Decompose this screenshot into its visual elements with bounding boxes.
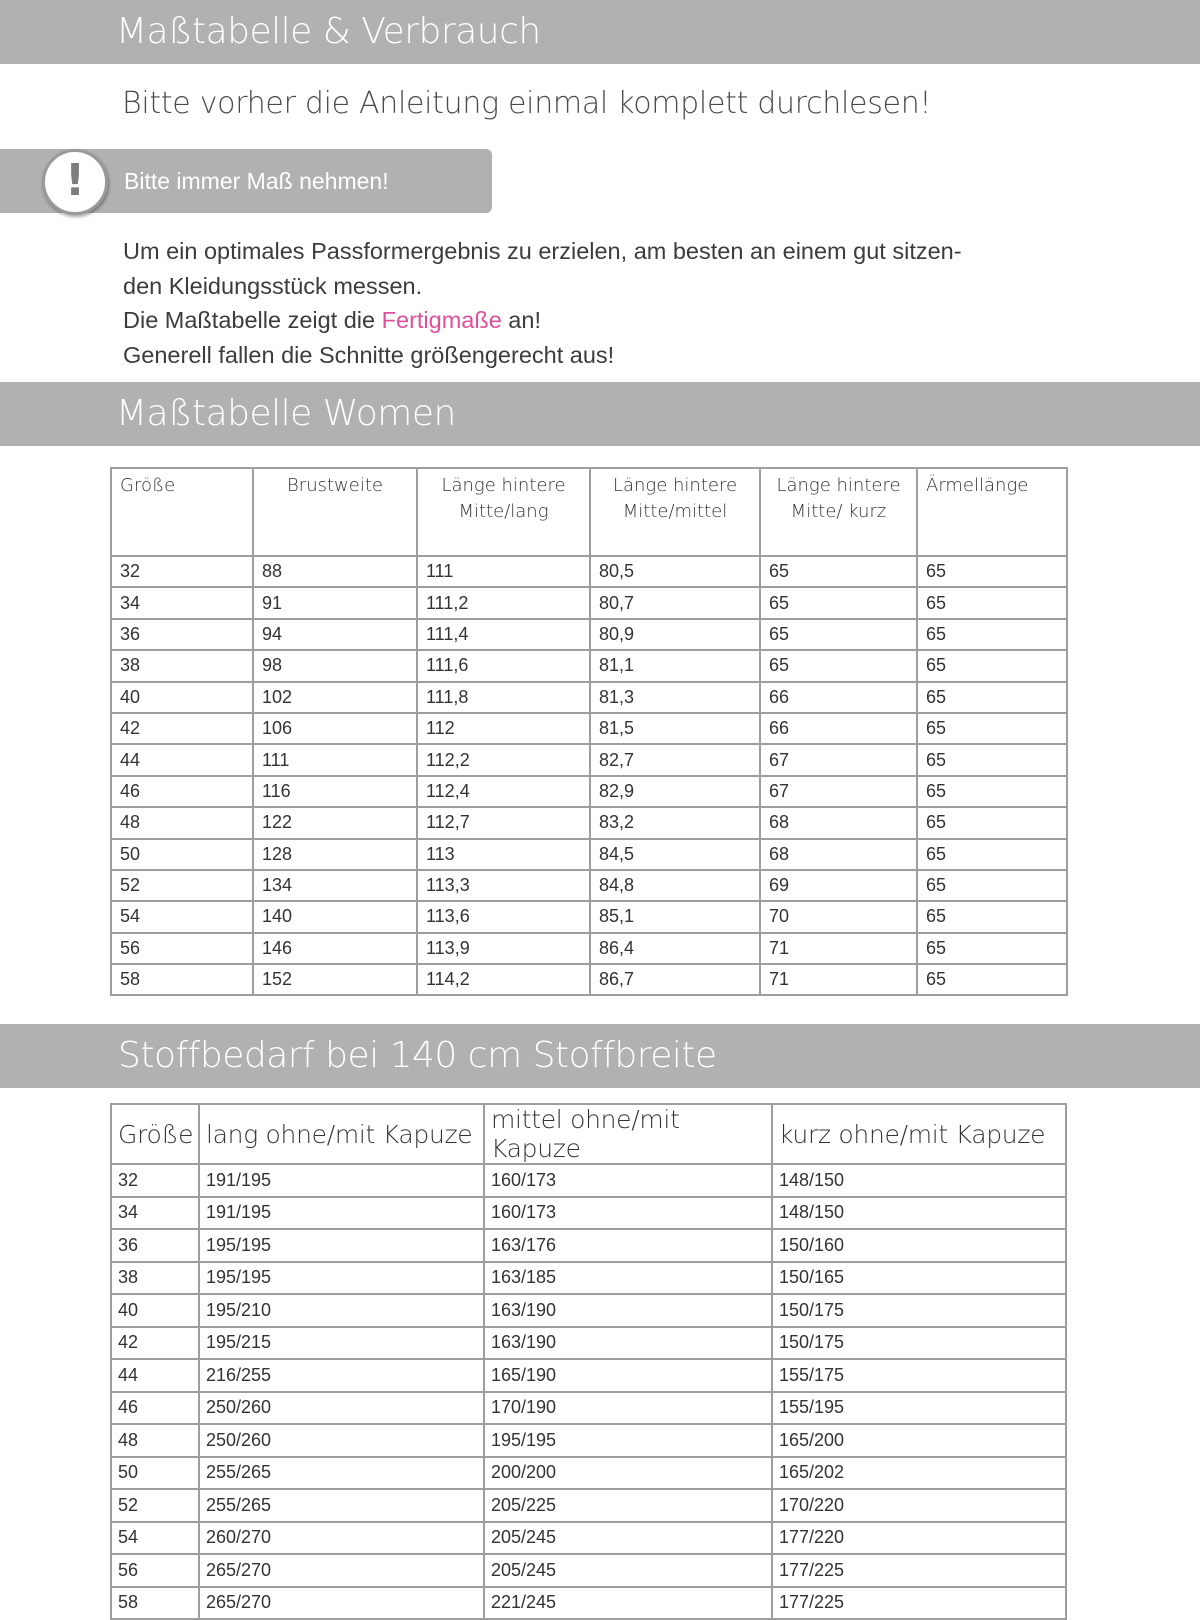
column-header: Brustweite (253, 468, 417, 556)
table-row (111, 1164, 1066, 1197)
table-cell: 111,6 (417, 650, 590, 681)
table-cell: 163/190 (484, 1327, 772, 1360)
table-cell: 265/270 (199, 1587, 484, 1620)
column-header: Größe (111, 468, 253, 556)
table-row (111, 744, 1067, 775)
table-cell: 86,4 (590, 933, 760, 964)
table-cell: 122 (253, 807, 417, 838)
table-cell: 65 (917, 776, 1067, 807)
table-cell: 84,5 (590, 839, 760, 870)
section-banner-fabric (0, 1024, 1200, 1088)
table-cell: 48 (111, 1424, 199, 1457)
table-cell: 160/173 (484, 1164, 772, 1197)
table-cell: 113,6 (417, 901, 590, 932)
table-cell: 32 (111, 556, 253, 587)
table-cell: 65 (760, 619, 917, 650)
table-row (111, 933, 1067, 964)
table-row (111, 1229, 1066, 1262)
column-header: Länge hintere Mitte/mittel (590, 468, 760, 556)
table-row (111, 556, 1067, 587)
table-cell: 114,2 (417, 964, 590, 995)
table-row (111, 1424, 1066, 1457)
section-title: Stoffbedarf bei 140 cm Stoffbreite (118, 1035, 717, 1076)
table-row (111, 807, 1067, 838)
table-cell: 52 (111, 870, 253, 901)
paragraph-text: an! (501, 307, 541, 333)
table-cell: 65 (917, 964, 1067, 995)
table-cell: 44 (111, 744, 253, 775)
table-cell: 150/165 (772, 1262, 1066, 1295)
table-cell: 46 (111, 1392, 199, 1425)
table-row (111, 1262, 1066, 1295)
table-row (111, 619, 1067, 650)
table-cell: 177/225 (772, 1587, 1066, 1620)
table-row (111, 1392, 1066, 1425)
section-banner-measure-consumption (0, 0, 1200, 64)
intro-text: Bitte vorher die Anleitung einmal komplett durchlesen! (122, 86, 932, 121)
table-row (111, 776, 1067, 807)
table-cell: 128 (253, 839, 417, 870)
table-cell: 250/260 (199, 1424, 484, 1457)
table-cell: 67 (760, 744, 917, 775)
table-cell: 86,7 (590, 964, 760, 995)
table-cell: 65 (760, 587, 917, 618)
table-cell: 48 (111, 807, 253, 838)
table-cell: 134 (253, 870, 417, 901)
table-cell: 66 (760, 682, 917, 713)
table-cell: 250/260 (199, 1392, 484, 1425)
table-cell: 148/150 (772, 1197, 1066, 1230)
table-cell: 80,5 (590, 556, 760, 587)
table-cell: 150/160 (772, 1229, 1066, 1262)
table-cell: 112,2 (417, 744, 590, 775)
table-cell: 177/225 (772, 1554, 1066, 1587)
table-cell: 46 (111, 776, 253, 807)
table-cell: 65 (917, 650, 1067, 681)
table-body (111, 1164, 1066, 1619)
table-cell: 205/225 (484, 1489, 772, 1522)
table-row (111, 713, 1067, 744)
table-cell: 170/220 (772, 1489, 1066, 1522)
table-cell: 65 (917, 619, 1067, 650)
table-cell: 260/270 (199, 1522, 484, 1555)
table-cell: 195/210 (199, 1294, 484, 1327)
table-cell: 65 (917, 839, 1067, 870)
table-cell: 58 (111, 964, 253, 995)
table-cell: 155/175 (772, 1359, 1066, 1392)
table-cell: 54 (111, 1522, 199, 1555)
table-cell: 146 (253, 933, 417, 964)
table-cell: 81,1 (590, 650, 760, 681)
table-row (111, 901, 1067, 932)
table-header-row (111, 468, 1067, 556)
paragraph-line (123, 303, 1043, 338)
table-cell: 216/255 (199, 1359, 484, 1392)
table-cell: 67 (760, 776, 917, 807)
column-header: Länge hintere Mitte/ kurz (760, 468, 917, 556)
table-cell: 65 (917, 901, 1067, 932)
column-header: mittel ohne/mit Kapuze (484, 1104, 772, 1164)
highlight-text: Fertigmaße (381, 307, 502, 333)
table-cell: 150/175 (772, 1327, 1066, 1360)
table-cell: 65 (760, 650, 917, 681)
table-cell: 38 (111, 1262, 199, 1295)
table-cell: 91 (253, 587, 417, 618)
table-cell: 36 (111, 1229, 199, 1262)
column-header: Ärmellänge (917, 468, 1067, 556)
table-cell: 84,8 (590, 870, 760, 901)
table-cell: 65 (917, 682, 1067, 713)
table-cell: 106 (253, 713, 417, 744)
table-cell: 148/150 (772, 1164, 1066, 1197)
table-cell: 112 (417, 713, 590, 744)
table-cell: 70 (760, 901, 917, 932)
table-cell: 65 (917, 807, 1067, 838)
table-cell: 111 (417, 556, 590, 587)
table-cell: 88 (253, 556, 417, 587)
table-cell: 163/176 (484, 1229, 772, 1262)
table-header-row (111, 1104, 1066, 1164)
table-cell: 113,9 (417, 933, 590, 964)
column-header: kurz ohne/mit Kapuze (772, 1104, 1066, 1164)
table-cell: 140 (253, 901, 417, 932)
table-cell: 83,2 (590, 807, 760, 838)
paragraph-line: den Kleidungsstück messen. (123, 272, 423, 299)
table-cell: 50 (111, 839, 253, 870)
table-cell: 111,2 (417, 587, 590, 618)
table-cell: 54 (111, 901, 253, 932)
table-cell: 38 (111, 650, 253, 681)
table-cell: 195/195 (484, 1424, 772, 1457)
table-cell: 255/265 (199, 1489, 484, 1522)
table-cell: 111,8 (417, 682, 590, 713)
table-cell: 205/245 (484, 1522, 772, 1555)
table-cell: 81,5 (590, 713, 760, 744)
table-cell: 50 (111, 1457, 199, 1490)
section-title: Maßtabelle Women (116, 393, 456, 434)
table-cell: 163/185 (484, 1262, 772, 1295)
table-row (111, 682, 1067, 713)
table-cell: 65 (760, 556, 917, 587)
fabric-requirement-table (110, 1103, 1067, 1620)
table-cell: 69 (760, 870, 917, 901)
table-cell: 113,3 (417, 870, 590, 901)
table-cell: 177/220 (772, 1522, 1066, 1555)
table-cell: 94 (253, 619, 417, 650)
table-cell: 40 (111, 682, 253, 713)
table-row (111, 1457, 1066, 1490)
table-cell: 195/195 (199, 1229, 484, 1262)
table-cell: 195/215 (199, 1327, 484, 1360)
table-row (111, 870, 1067, 901)
table-cell: 65 (917, 870, 1067, 901)
table-cell: 163/190 (484, 1294, 772, 1327)
table-cell: 102 (253, 682, 417, 713)
table-cell: 65 (917, 587, 1067, 618)
table-cell: 80,9 (590, 619, 760, 650)
table-row (111, 839, 1067, 870)
column-header: lang ohne/mit Kapuze (199, 1104, 484, 1164)
table-cell: 160/173 (484, 1197, 772, 1230)
table-row (111, 1489, 1066, 1522)
table-cell: 42 (111, 1327, 199, 1360)
table-cell: 52 (111, 1489, 199, 1522)
table-row (111, 1327, 1066, 1360)
table-cell: 85,1 (590, 901, 760, 932)
table-cell: 191/195 (199, 1164, 484, 1197)
paragraph-text: Die Maßtabelle zeigt die (123, 307, 382, 333)
table-body (111, 556, 1067, 995)
table-cell: 150/175 (772, 1294, 1066, 1327)
table-cell: 98 (253, 650, 417, 681)
note-text: Bitte immer Maß nehmen! (124, 168, 389, 194)
column-header: Länge hintere Mitte/lang (417, 468, 590, 556)
table-cell: 112,4 (417, 776, 590, 807)
instructions-paragraph (123, 234, 1043, 372)
table-cell: 44 (111, 1359, 199, 1392)
table-row (111, 650, 1067, 681)
table-row (111, 1197, 1066, 1230)
table-cell: 165/202 (772, 1457, 1066, 1490)
table-cell: 65 (917, 933, 1067, 964)
table-cell: 65 (917, 713, 1067, 744)
table-cell: 36 (111, 619, 253, 650)
table-cell: 71 (760, 964, 917, 995)
table-row (111, 1522, 1066, 1555)
table-cell: 111 (253, 744, 417, 775)
table-cell: 82,9 (590, 776, 760, 807)
table-cell: 265/270 (199, 1554, 484, 1587)
table-cell: 221/245 (484, 1587, 772, 1620)
table-cell: 68 (760, 807, 917, 838)
women-size-table (110, 467, 1068, 996)
table-cell: 34 (111, 587, 253, 618)
table-cell: 68 (760, 839, 917, 870)
table-cell: 34 (111, 1197, 199, 1230)
table-cell: 56 (111, 1554, 199, 1587)
table-cell: 82,7 (590, 744, 760, 775)
table-cell: 32 (111, 1164, 199, 1197)
table-cell: 40 (111, 1294, 199, 1327)
table-cell: 56 (111, 933, 253, 964)
table-cell: 165/190 (484, 1359, 772, 1392)
table-row (111, 1554, 1066, 1587)
table-cell: 255/265 (199, 1457, 484, 1490)
table-cell: 65 (917, 556, 1067, 587)
table-cell: 111,4 (417, 619, 590, 650)
table-cell: 112,7 (417, 807, 590, 838)
table-cell: 65 (917, 744, 1067, 775)
paragraph-line: Generell fallen die Schnitte größengerecht aus! (123, 341, 615, 368)
table-cell: 152 (253, 964, 417, 995)
table-row (111, 1294, 1066, 1327)
table-cell: 205/245 (484, 1554, 772, 1587)
paragraph-line: Um ein optimales Passformergebnis zu erzielen, am besten an einem gut sitzen- (123, 238, 962, 264)
table-cell: 165/200 (772, 1424, 1066, 1457)
table-cell: 195/195 (199, 1262, 484, 1295)
exclamation-icon: ! (42, 149, 108, 215)
table-row (111, 587, 1067, 618)
table-cell: 81,3 (590, 682, 760, 713)
table-row (111, 1359, 1066, 1392)
table-cell: 42 (111, 713, 253, 744)
table-row (111, 964, 1067, 995)
table-cell: 80,7 (590, 587, 760, 618)
column-header: Größe (111, 1104, 199, 1164)
table-cell: 170/190 (484, 1392, 772, 1425)
table-row (111, 1587, 1066, 1620)
table-cell: 155/195 (772, 1392, 1066, 1425)
table-cell: 113 (417, 839, 590, 870)
section-banner-women-table (0, 382, 1200, 446)
table-cell: 58 (111, 1587, 199, 1620)
table-cell: 116 (253, 776, 417, 807)
table-cell: 66 (760, 713, 917, 744)
table-cell: 200/200 (484, 1457, 772, 1490)
section-title: Maßtabelle & Verbrauch (116, 11, 541, 52)
table-cell: 71 (760, 933, 917, 964)
table-cell: 191/195 (199, 1197, 484, 1230)
